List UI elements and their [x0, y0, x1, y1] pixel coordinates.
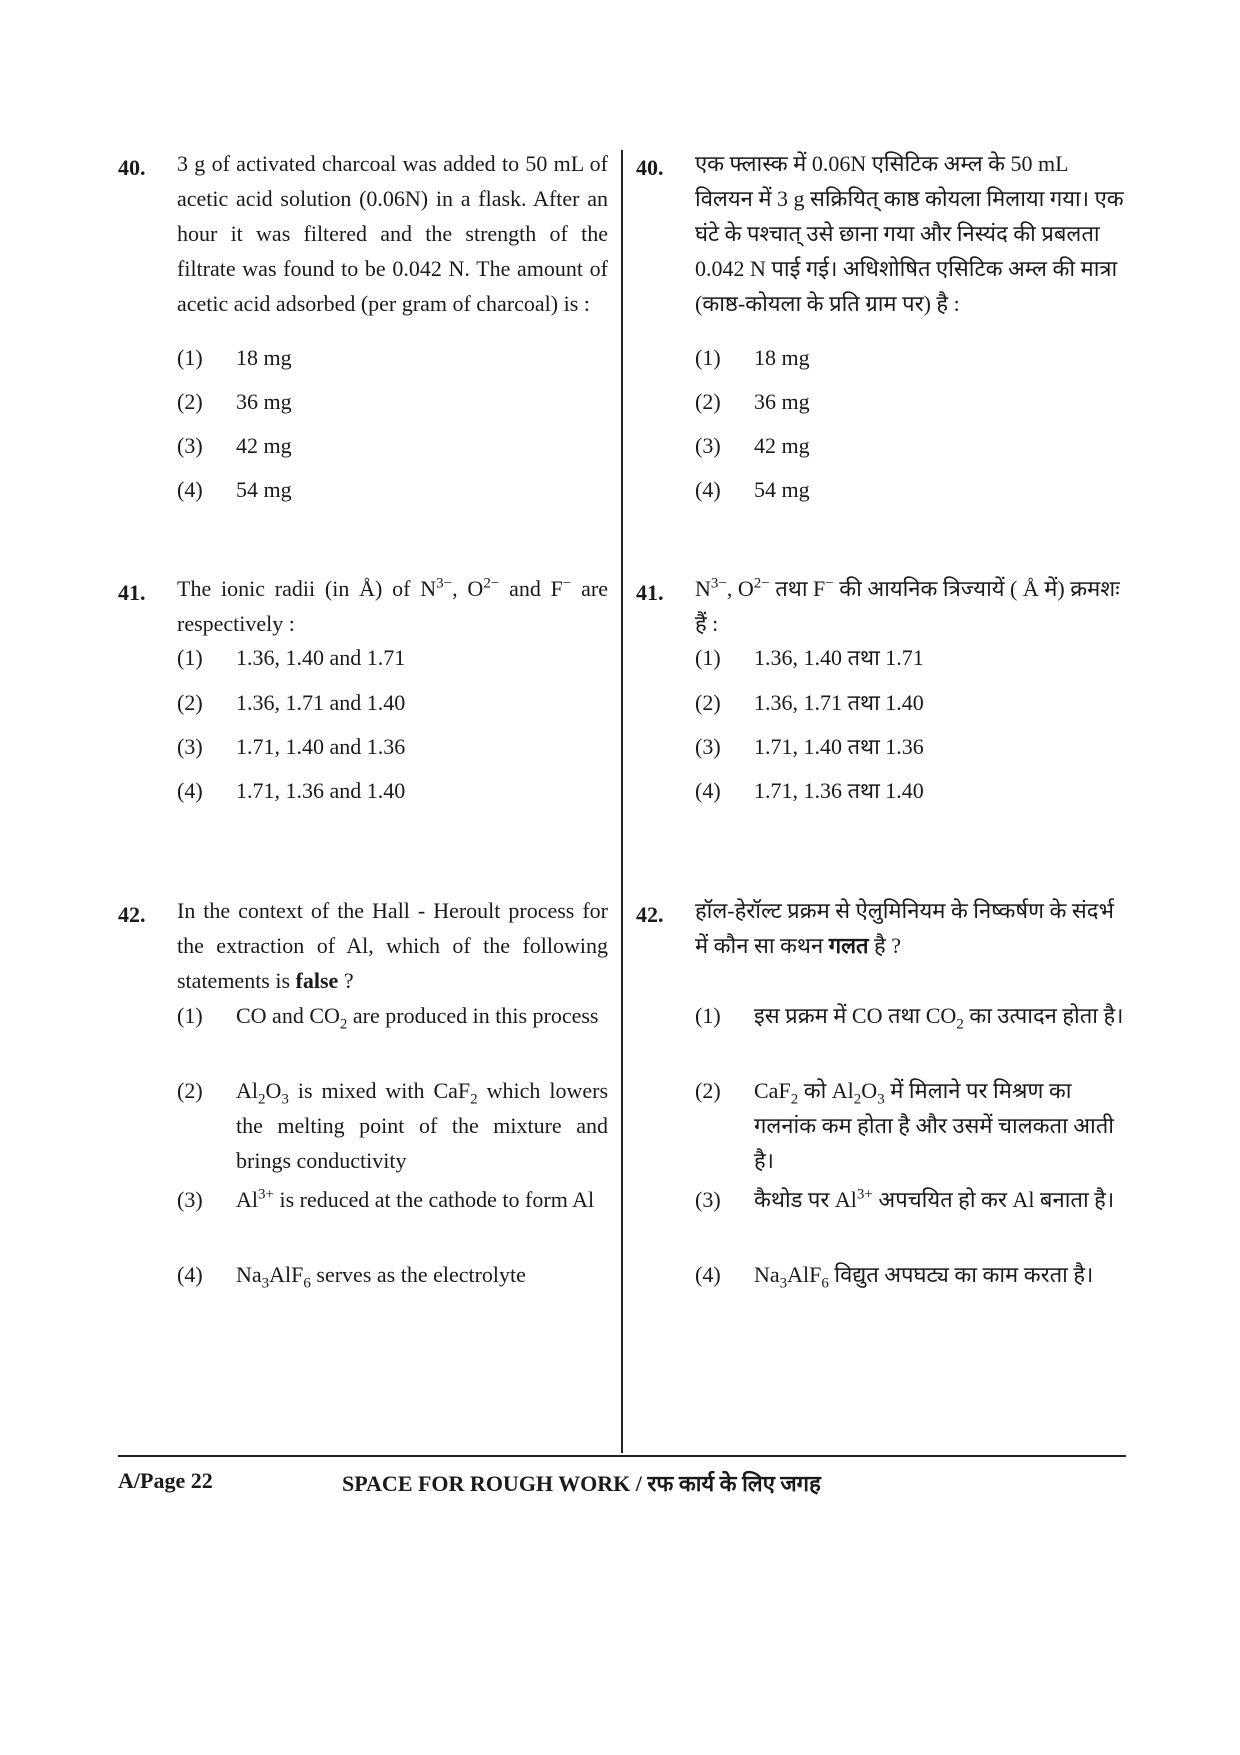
option-number: (3)	[695, 734, 721, 759]
option-text: $Al_2O_3$ is mixed with CaF$_2$ which lowers the melting point of the mixture and brings conductivity	[236, 1078, 609, 1173]
question-stem: $N^{3-}$, $O^{2-}$ तथा F− की आयनिक त्रिज्यायें ( Å में) क्रमशः हैं :	[695, 575, 1120, 636]
option-number: (1)	[695, 645, 721, 670]
question-number: 42.	[118, 902, 146, 927]
question-number: 40.	[118, 155, 146, 180]
option-text: 54 mg	[754, 477, 810, 502]
option-number: (1)	[177, 645, 203, 670]
option-number: (1)	[695, 1003, 721, 1028]
option-number: (2)	[177, 1078, 203, 1103]
option-number: (4)	[177, 477, 203, 502]
option-number: (4)	[695, 1262, 721, 1287]
rough-work-label: SPACE FOR ROUGH WORK / रफ कार्य के लिए जगह	[342, 1471, 821, 1496]
option-text: 54 mg	[236, 477, 292, 502]
option-text: $Na_3AlF_6$ serves as the electrolyte	[236, 1262, 526, 1292]
option-number: (4)	[695, 778, 721, 803]
option-text: 1.36, 1.40 तथा 1.71	[754, 645, 924, 670]
question-number: 40.	[636, 155, 664, 180]
option-number: (3)	[177, 433, 203, 458]
option-text: 42 mg	[754, 433, 810, 458]
option-text: 1.71, 1.36 तथा 1.40	[754, 778, 924, 803]
option-number: (3)	[695, 433, 721, 458]
option-number: (1)	[177, 345, 203, 370]
option-text: कैथोड पर $Al^{3+}$ अपचयित हो कर Al बनाता है।	[754, 1186, 1115, 1212]
option-text: इस प्रक्रम में CO तथा $CO_2$ का उत्पादन होता है।	[754, 1003, 1124, 1033]
question-stem: एक फ्लास्क में 0.06N एसिटिक अम्ल के 50 mL विलयन में 3 g सक्रियित् काष्ठ कोयला मिलाया गया। एक घंटे के पश्चात् उसे छाना गया और निस्यंद की प्रबलता 0.042 N पाई गई। अधिशोषित एसिटिक अम्ल की मात्रा (काष्ठ-कोयला के प्रति ग्राम पर) है :	[695, 151, 1124, 316]
page-label: A/Page 22	[118, 1468, 213, 1493]
question-number: 41.	[636, 580, 664, 605]
option-text: 1.71, 1.36 and 1.40	[236, 778, 406, 803]
option-text: $Na_3AlF_6$ विद्युत अपघट्य का काम करता है।	[754, 1262, 1094, 1292]
option-number: (4)	[177, 778, 203, 803]
question-stem: The ionic radii (in Å) of $N^{3-}$, $O^{2-}$ and F− are respectively :	[177, 575, 608, 636]
question-number: 42.	[636, 902, 664, 927]
option-text: 36 mg	[754, 389, 810, 414]
option-number: (2)	[695, 690, 721, 715]
option-text: CO and $CO_2$ are produced in this process	[236, 1003, 599, 1033]
option-number: (2)	[177, 389, 203, 414]
option-text: $Al^{3+}$ is reduced at the cathode to form Al	[236, 1186, 595, 1212]
option-number: (1)	[177, 1003, 203, 1028]
option-number: (3)	[695, 1187, 721, 1212]
question-stem: 3 g of activated charcoal was added to 50 mL of acetic acid solution (0.06N) in a flask. After an hour it was filtered and the strength of the filtrate was found to be 0.042 N. The amount of acetic acid adsorbed (per gram of charcoal) is :	[177, 151, 608, 316]
option-number: (4)	[177, 1262, 203, 1287]
option-text: 1.71, 1.40 तथा 1.36	[754, 734, 924, 759]
option-number: (1)	[695, 345, 721, 370]
question-stem: हॉल-हेरॉल्ट प्रक्रम से ऐलुमिनियम के निष्कर्षण के संदर्भ में कौन सा कथन गलत है ?	[695, 898, 1114, 958]
option-text: CaF$_2$ को $Al_2O_3$ में मिलाने पर मिश्रण का गलनांक कम होता है और उसमें चालकता आती है।	[754, 1078, 1114, 1173]
option-number: (2)	[177, 690, 203, 715]
question-stem: In the context of the Hall - Heroult process for the extraction of Al, which of the following statements is false ?	[177, 898, 608, 993]
option-number: (2)	[695, 1078, 721, 1103]
option-text: 18 mg	[236, 345, 292, 370]
option-number: (4)	[695, 477, 721, 502]
option-text: 36 mg	[236, 389, 292, 414]
option-text: 18 mg	[754, 345, 810, 370]
footer-rule	[118, 1455, 1126, 1457]
option-number: (2)	[695, 389, 721, 414]
option-text: 42 mg	[236, 433, 292, 458]
question-number: 41.	[118, 580, 146, 605]
option-number: (3)	[177, 1187, 203, 1212]
option-text: 1.36, 1.71 तथा 1.40	[754, 690, 924, 715]
option-number: (3)	[177, 734, 203, 759]
column-divider	[621, 150, 623, 1453]
option-text: 1.36, 1.40 and 1.71	[236, 645, 406, 670]
option-text: 1.36, 1.71 and 1.40	[236, 690, 406, 715]
option-text: 1.71, 1.40 and 1.36	[236, 734, 406, 759]
